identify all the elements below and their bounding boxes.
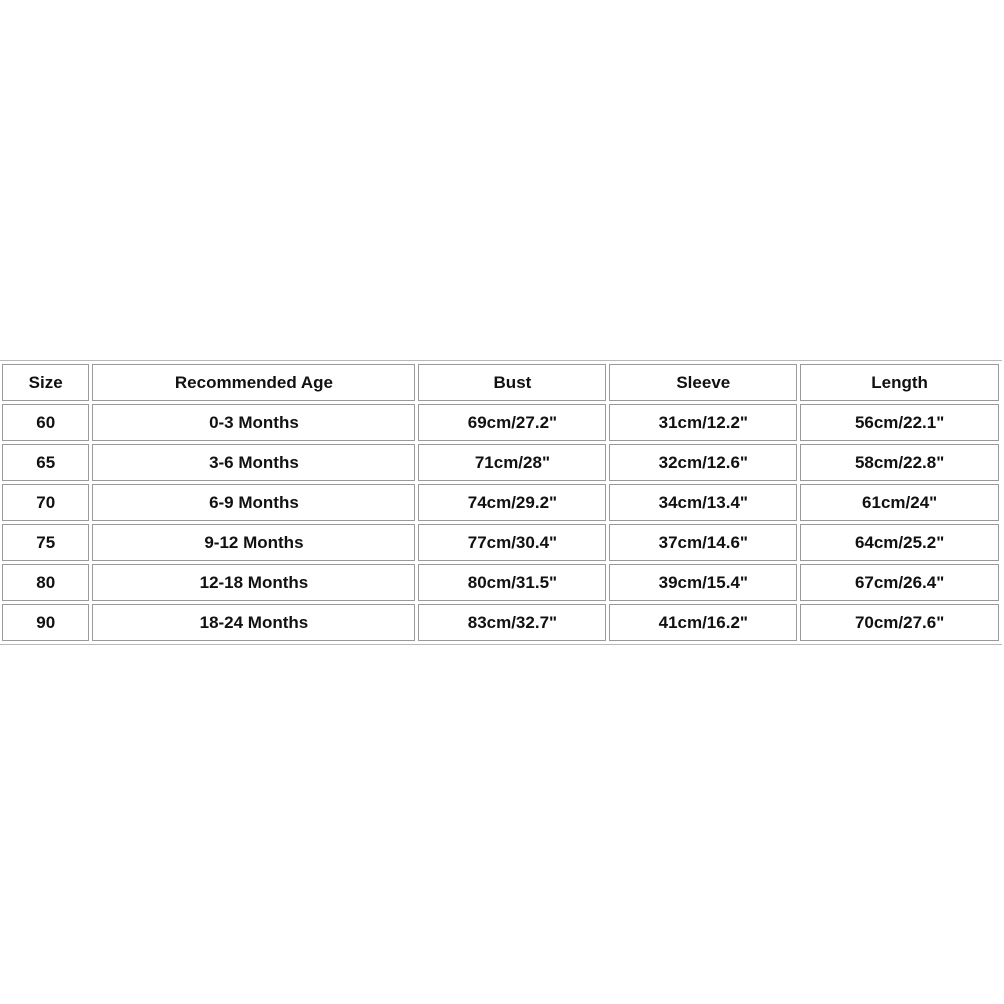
table-row: [2, 524, 999, 561]
header-length: Length: [800, 364, 999, 401]
cell-size: 80: [2, 564, 89, 601]
cell-sleeve: 41cm/16.2": [609, 604, 797, 641]
cell-sleeve: 34cm/13.4": [609, 484, 797, 521]
cell-size: 70: [2, 484, 89, 521]
cell-bust: 80cm/31.5": [418, 564, 606, 601]
header-size: Size: [2, 364, 89, 401]
cell-size: 75: [2, 524, 89, 561]
cell-age: 9-12 Months: [92, 524, 415, 561]
cell-bust: 77cm/30.4": [418, 524, 606, 561]
cell-length: 70cm/27.6": [800, 604, 999, 641]
cell-length: 67cm/26.4": [800, 564, 999, 601]
cell-size: 90: [2, 604, 89, 641]
cell-bust: 83cm/32.7": [418, 604, 606, 641]
cell-sleeve: 37cm/14.6": [609, 524, 797, 561]
cell-length: 61cm/24": [800, 484, 999, 521]
cell-sleeve: 32cm/12.6": [609, 444, 797, 481]
header-bust: Bust: [418, 364, 606, 401]
cell-length: 56cm/22.1": [800, 404, 999, 441]
cell-sleeve: 31cm/12.2": [609, 404, 797, 441]
cell-age: 3-6 Months: [92, 444, 415, 481]
cell-length: 58cm/22.8": [800, 444, 999, 481]
table-header-row: [2, 364, 999, 401]
table-row: [2, 564, 999, 601]
cell-bust: 69cm/27.2": [418, 404, 606, 441]
cell-age: 12-18 Months: [92, 564, 415, 601]
cell-sleeve: 39cm/15.4": [609, 564, 797, 601]
size-chart-table: [0, 360, 1002, 645]
header-sleeve: Sleeve: [609, 364, 797, 401]
cell-size: 60: [2, 404, 89, 441]
cell-age: 18-24 Months: [92, 604, 415, 641]
table-row: [2, 484, 999, 521]
cell-size: 65: [2, 444, 89, 481]
cell-age: 0-3 Months: [92, 404, 415, 441]
cell-bust: 71cm/28": [418, 444, 606, 481]
table-row: [2, 444, 999, 481]
table-row: [2, 404, 999, 441]
cell-bust: 74cm/29.2": [418, 484, 606, 521]
cell-length: 64cm/25.2": [800, 524, 999, 561]
header-recommended-age: Recommended Age: [92, 364, 415, 401]
table-row: [2, 604, 999, 641]
cell-age: 6-9 Months: [92, 484, 415, 521]
